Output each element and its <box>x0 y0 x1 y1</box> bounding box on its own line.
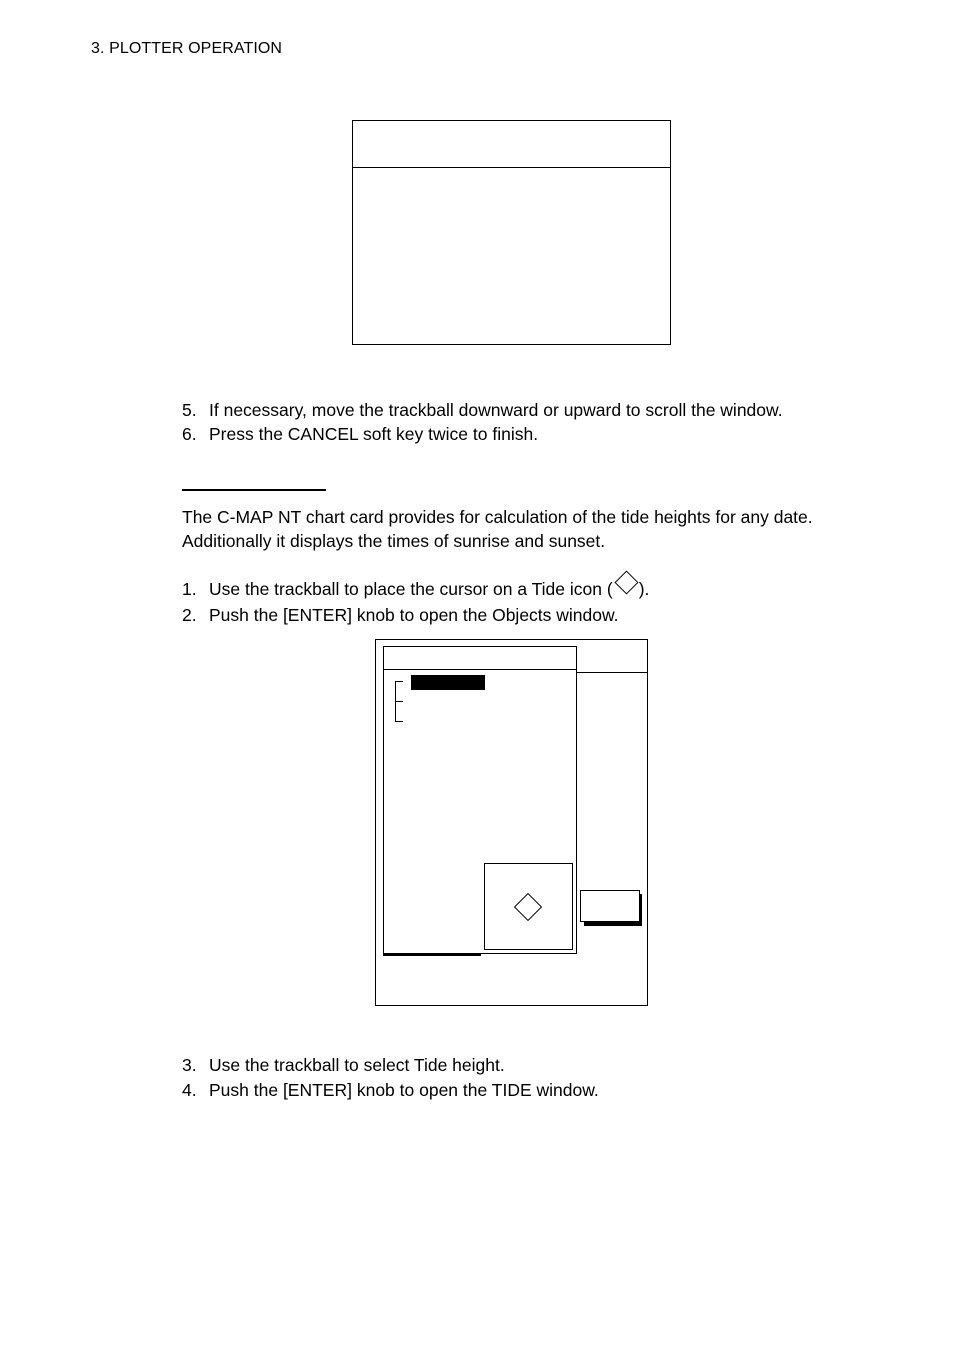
objects-list-panel <box>383 646 577 954</box>
tide-diamond-icon <box>613 581 639 599</box>
step-3: 3. Use the trackball to select Tide height. <box>182 1055 505 1075</box>
selected-item-highlight[interactable] <box>411 675 485 690</box>
step-2: 2. Push the [ENTER] knob to open the Objects window. <box>182 605 619 625</box>
panel-shadow <box>383 953 481 956</box>
outer-title-divider <box>576 672 647 673</box>
window-title-divider <box>353 167 670 168</box>
section-rule <box>182 489 326 491</box>
soft-button[interactable] <box>580 890 640 922</box>
objects-title-divider <box>384 669 576 670</box>
step-6: 6. Press the CANCEL soft key twice to finish. <box>182 424 539 444</box>
object-icon-preview <box>484 863 573 950</box>
tide-preview-diamond-icon <box>514 893 542 921</box>
tide-intro-paragraph: The C-MAP NT chart card provides for calculation of the tide heights for any date. Additionally it displays the times of sunrise and sunset. <box>182 507 813 551</box>
step-5: 5. If necessary, move the trackball downward or upward to scroll the window. <box>182 400 783 420</box>
running-header: 3. PLOTTER OPERATION <box>91 40 283 57</box>
info-window-figure <box>352 120 671 345</box>
objects-window-figure <box>375 639 648 1006</box>
step-4: 4. Push the [ENTER] knob to open the TIDE window. <box>182 1080 599 1100</box>
step-1: 1. Use the trackball to place the cursor on a Tide icon ( ). <box>182 577 649 601</box>
